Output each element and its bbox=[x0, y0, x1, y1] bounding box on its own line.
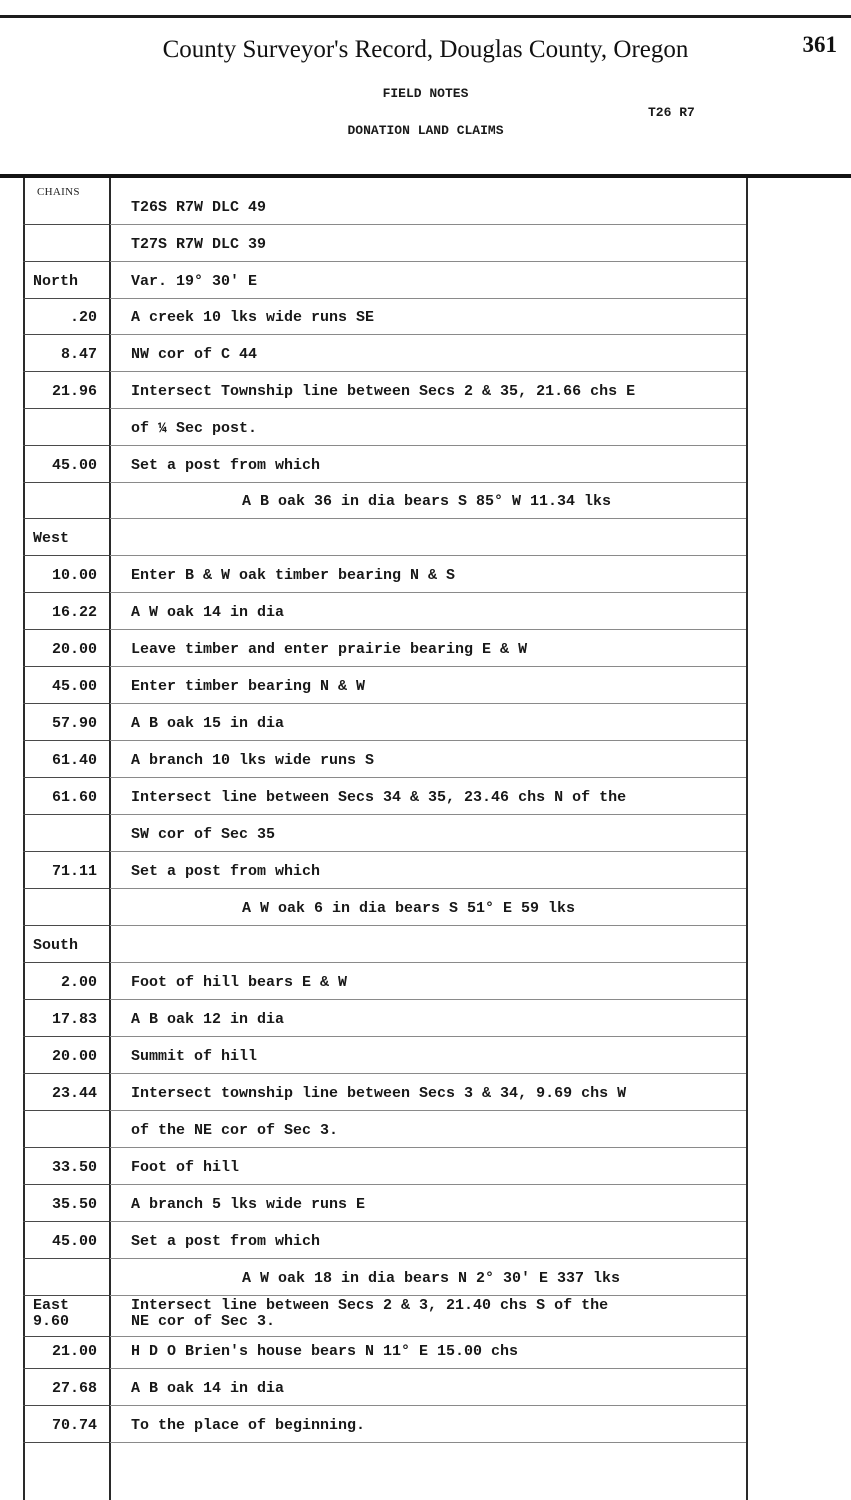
chains-cell: West bbox=[33, 530, 70, 547]
chains-value: 9.60 bbox=[33, 1313, 70, 1330]
table-row bbox=[0, 934, 851, 958]
note-text: Foot of hill bears E & W bbox=[131, 974, 348, 991]
note-text: H D O Brien's house bears N 11° E 15.00 chs bbox=[131, 1343, 519, 1360]
table-row bbox=[0, 343, 851, 367]
note-text: A branch 10 lks wide runs S bbox=[131, 752, 375, 769]
table-row bbox=[0, 786, 851, 810]
note-text: A B oak 14 in dia bbox=[131, 1380, 285, 1397]
note-text: Var. 19° 30' E bbox=[131, 273, 258, 290]
table-row bbox=[0, 490, 851, 514]
note-text bbox=[131, 1298, 761, 1330]
chains-cell: North bbox=[33, 273, 79, 290]
note-text: Intersect Township line between Secs 2 & 35, 21.66 chs E bbox=[131, 383, 636, 400]
table-row bbox=[0, 1082, 851, 1106]
table-row bbox=[0, 454, 851, 478]
table-row bbox=[0, 527, 851, 551]
note-text: Summit of hill bbox=[131, 1048, 258, 1065]
chains-cell: 21.96 bbox=[51, 383, 97, 400]
chains-cell: 16.22 bbox=[51, 604, 97, 621]
chains-cell: 61.60 bbox=[51, 789, 97, 806]
note-text: T26S R7W DLC 49 bbox=[131, 199, 267, 216]
chains-cell: .20 bbox=[69, 309, 97, 326]
note-text: A branch 5 lks wide runs E bbox=[131, 1196, 366, 1213]
chains-cell: 2.00 bbox=[60, 974, 97, 991]
chains-cell: 45.00 bbox=[51, 678, 97, 695]
table-row bbox=[0, 1340, 851, 1364]
chains-cell: 71.11 bbox=[51, 863, 97, 880]
chains-cell: 8.47 bbox=[60, 346, 97, 363]
note-text: To the place of beginning. bbox=[131, 1417, 366, 1434]
chains-cell: 27.68 bbox=[51, 1380, 97, 1397]
chains-cell: 33.50 bbox=[51, 1159, 97, 1176]
direction-label: East bbox=[33, 1297, 70, 1314]
note-text: of the NE cor of Sec 3. bbox=[131, 1122, 339, 1139]
note-text: Enter timber bearing N & W bbox=[131, 678, 366, 695]
table-row bbox=[0, 380, 851, 404]
table-row bbox=[0, 1296, 851, 1332]
table-row bbox=[0, 196, 851, 220]
note-text: SW cor of Sec 35 bbox=[131, 826, 276, 843]
note-text: A B oak 12 in dia bbox=[131, 1011, 285, 1028]
chains-cell: 45.00 bbox=[51, 1233, 97, 1250]
township-range-label: T26 R7 bbox=[648, 105, 695, 120]
note-text: Intersect township line between Secs 3 & 34, 9.69 chs W bbox=[131, 1085, 627, 1102]
header-divider bbox=[0, 174, 851, 178]
table-row bbox=[0, 601, 851, 625]
table-row bbox=[0, 1119, 851, 1143]
note-text: A W oak 18 in dia bears N 2° 30' E 337 lks bbox=[242, 1270, 621, 1287]
table-row bbox=[0, 971, 851, 995]
table-row bbox=[0, 712, 851, 736]
note-text: A creek 10 lks wide runs SE bbox=[131, 309, 375, 326]
table-row bbox=[0, 233, 851, 257]
table-row bbox=[0, 1193, 851, 1217]
table-row bbox=[0, 638, 851, 662]
chains-cell: 20.00 bbox=[51, 641, 97, 658]
chains-cell: 23.44 bbox=[51, 1085, 97, 1102]
chains-cell bbox=[33, 1298, 103, 1330]
chains-cell: 61.40 bbox=[51, 752, 97, 769]
donation-land-claims-heading: DONATION LAND CLAIMS bbox=[347, 123, 504, 138]
note-text: NW cor of C 44 bbox=[131, 346, 258, 363]
chains-cell: 21.00 bbox=[51, 1343, 97, 1360]
chains-cell: 10.00 bbox=[51, 567, 97, 584]
table-row bbox=[0, 1008, 851, 1032]
note-text: Enter B & W oak timber bearing N & S bbox=[131, 567, 456, 584]
chains-cell: South bbox=[33, 937, 79, 954]
note-text: T27S R7W DLC 39 bbox=[131, 236, 267, 253]
table-row bbox=[0, 564, 851, 588]
note-text: Set a post from which bbox=[131, 863, 321, 880]
table-row bbox=[0, 823, 851, 847]
chains-cell: 45.00 bbox=[51, 457, 97, 474]
note-text: Set a post from which bbox=[131, 1233, 321, 1250]
table-row bbox=[0, 749, 851, 773]
table-row bbox=[0, 1267, 851, 1291]
field-notes-heading: FIELD NOTES bbox=[382, 86, 469, 101]
page-number: 361 bbox=[802, 32, 837, 57]
note-text: A W oak 6 in dia bears S 51° E 59 lks bbox=[242, 900, 576, 917]
note-text: Foot of hill bbox=[131, 1159, 240, 1176]
table-row bbox=[0, 675, 851, 699]
table-row bbox=[0, 417, 851, 441]
chains-cell: 17.83 bbox=[51, 1011, 97, 1028]
note-text-line: Intersect line between Secs 2 & 3, 21.40 chs S of the bbox=[131, 1297, 609, 1314]
chains-cell: 35.50 bbox=[51, 1196, 97, 1213]
note-text: Intersect line between Secs 34 & 35, 23.46 chs N of the bbox=[131, 789, 627, 806]
note-text: A B oak 15 in dia bbox=[131, 715, 285, 732]
note-text: A B oak 36 in dia bears S 85° W 11.34 lks bbox=[242, 493, 612, 510]
table-row bbox=[0, 1230, 851, 1254]
table-row bbox=[0, 270, 851, 294]
note-text-line: NE cor of Sec 3. bbox=[131, 1313, 276, 1330]
note-text: A W oak 14 in dia bbox=[131, 604, 285, 621]
table-row bbox=[0, 306, 851, 330]
page-title: County Surveyor's Record, Douglas County, Oregon bbox=[162, 36, 689, 63]
table-row bbox=[0, 860, 851, 884]
note-text: of ¼ Sec post. bbox=[131, 420, 258, 437]
top-border-rule bbox=[0, 15, 851, 18]
table-row bbox=[0, 1377, 851, 1401]
table-row bbox=[0, 1156, 851, 1180]
chains-cell: 20.00 bbox=[51, 1048, 97, 1065]
chains-cell: 70.74 bbox=[51, 1417, 97, 1434]
table-row bbox=[0, 897, 851, 921]
chains-cell: 57.90 bbox=[51, 715, 97, 732]
chains-column-header: CHAINS bbox=[37, 186, 80, 198]
note-text: Leave timber and enter prairie bearing E & W bbox=[131, 641, 528, 658]
table-row bbox=[0, 1045, 851, 1069]
table-row bbox=[0, 1414, 851, 1438]
note-text: Set a post from which bbox=[131, 457, 321, 474]
